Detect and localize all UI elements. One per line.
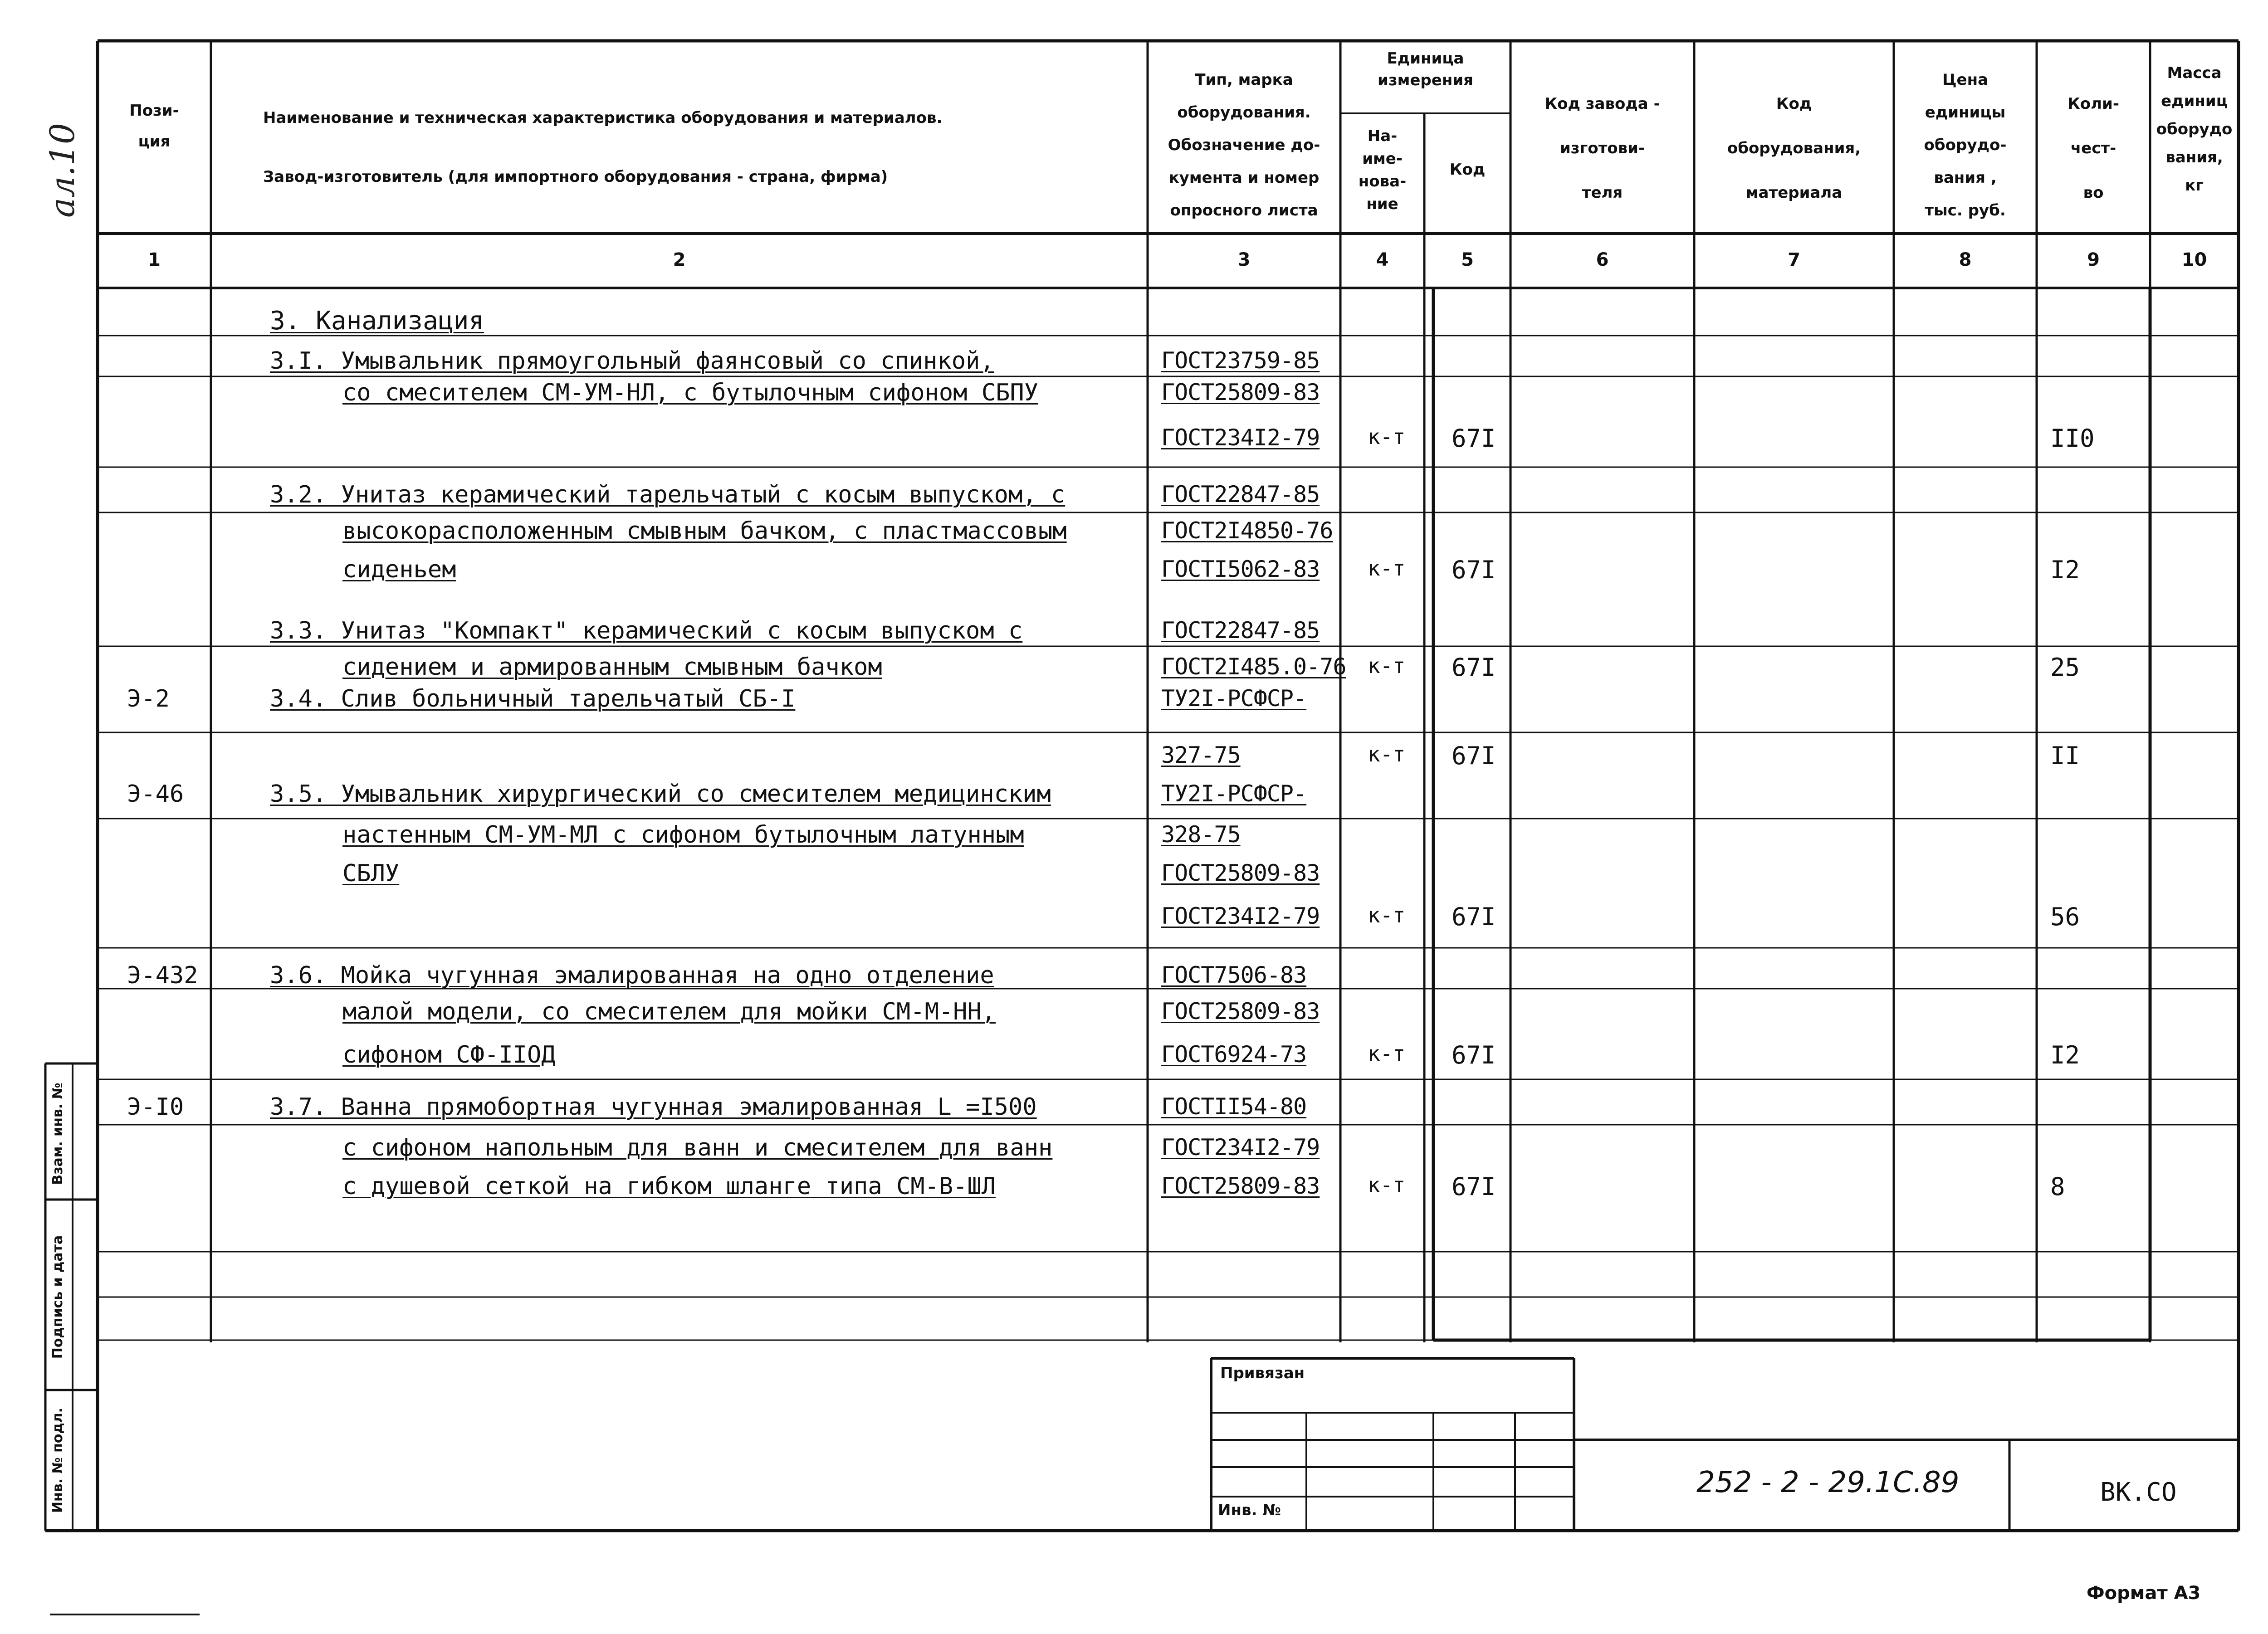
row-position: Э-2 bbox=[127, 685, 170, 712]
side-label-original: Инв. № подл. bbox=[50, 1407, 66, 1513]
row-name: с сифоном напольным для ванн и смесителем для ванн bbox=[342, 1134, 1053, 1161]
colnum-5: 5 bbox=[1461, 249, 1474, 270]
row-document: ГОСТ25809-83 bbox=[1161, 1173, 1320, 1199]
row-name: СБЛУ bbox=[342, 860, 400, 887]
colnum-8: 8 bbox=[1959, 249, 1972, 270]
row-document: ГОСТ7506-83 bbox=[1161, 962, 1307, 988]
row-name: со смесителем СМ-УМ-НЛ, с бутылочным сифоном СБПУ bbox=[342, 379, 1039, 406]
header-col4: На- име- нова- ние bbox=[1358, 127, 1407, 213]
inv-no-label: Инв. № bbox=[1218, 1501, 1281, 1519]
row-name: малой модели, со смесителем для мойки СМ-М-НН, bbox=[342, 998, 996, 1025]
row-document: ГОСТ234I2-79 bbox=[1161, 903, 1320, 929]
row-unit: к-т bbox=[1368, 742, 1406, 766]
header-col5: Код bbox=[1449, 161, 1486, 179]
row-unit: к-т bbox=[1368, 424, 1406, 449]
colnum-2: 2 bbox=[673, 249, 686, 270]
row-name: 3.7. Ванна прямобортная чугунная эмалированная L =I500 bbox=[270, 1093, 1037, 1121]
row-name: с душевой сеткой на гибком шланге типа СМ-В-ШЛ bbox=[342, 1173, 996, 1200]
row-document: 327-75 bbox=[1161, 742, 1241, 768]
colnum-9: 9 bbox=[2087, 249, 2100, 270]
row-quantity: 25 bbox=[2050, 653, 2080, 682]
side-label-replaced: Взам. инв. № bbox=[50, 1083, 66, 1185]
row-document: ГОСТ25809-83 bbox=[1161, 860, 1320, 886]
row-unit: к-т bbox=[1368, 654, 1406, 678]
row-quantity: II bbox=[2050, 741, 2080, 770]
header-col7: Код оборудования, материала bbox=[1727, 95, 1861, 202]
row-name: сидением и армированным смывным бачком bbox=[342, 654, 882, 681]
header-col9: Коли- чест- во bbox=[2068, 95, 2119, 202]
colnum-7: 7 bbox=[1788, 249, 1800, 270]
row-code: 67I bbox=[1452, 741, 1496, 770]
row-name: сиденьем bbox=[342, 556, 456, 583]
colnum-1: 1 bbox=[148, 249, 161, 270]
header-col2: Наименование и техническая характеристика оборудования и материалов. Завод-изготовитель (для импортного оборудования - страна, фирма) bbox=[263, 109, 943, 186]
row-document: 328-75 bbox=[1161, 821, 1241, 848]
side-label-signature: Подпись и дата bbox=[50, 1235, 66, 1359]
row-code: 67I bbox=[1452, 556, 1496, 584]
header-col1: Пози- ция bbox=[129, 102, 179, 151]
row-unit: к-т bbox=[1368, 1173, 1406, 1197]
row-quantity: 56 bbox=[2050, 902, 2080, 931]
row-name: 3.6. Мойка чугунная эмалированная на одно отделение bbox=[270, 962, 994, 989]
row-unit: к-т bbox=[1368, 556, 1406, 580]
sheet-code: ВК.СО bbox=[2100, 1478, 2177, 1507]
row-name: 3.3. Унитаз "Компакт" керамический с косым выпуском с bbox=[270, 617, 1023, 644]
row-document: ГОСТ25809-83 bbox=[1161, 379, 1320, 405]
row-document: ГОСТ2I485.0-76 bbox=[1161, 654, 1346, 680]
row-code: 67I bbox=[1452, 653, 1496, 682]
row-position: Э-I0 bbox=[127, 1093, 184, 1121]
row-name: 3.2. Унитаз керамический тарельчатый с косым выпуском, с bbox=[270, 481, 1066, 508]
row-document: ТУ2I-РСФСР- bbox=[1161, 685, 1307, 712]
bound-label: Привязан bbox=[1220, 1364, 1305, 1382]
row-code: 67I bbox=[1452, 424, 1496, 453]
sheet-mark: ал.10 bbox=[43, 123, 82, 218]
row-unit: к-т bbox=[1368, 903, 1406, 927]
row-quantity: I2 bbox=[2050, 556, 2080, 584]
row-code: 67I bbox=[1452, 1172, 1496, 1201]
row-code: 67I bbox=[1452, 902, 1496, 931]
header-col8: Цена единицы оборудо- вания , тыс. руб. bbox=[1924, 71, 2007, 219]
header-col10: Масса единиц оборудо вания, кг bbox=[2156, 64, 2233, 195]
row-name: 3. Канализация bbox=[270, 306, 484, 336]
header-col3: Тип, марка оборудования. Обозначение до- кумента и номер опросного листа bbox=[1168, 71, 1320, 219]
row-document: ГОСТ2I4850-76 bbox=[1161, 517, 1333, 544]
row-document: ГОСТII54-80 bbox=[1161, 1093, 1307, 1120]
doc-code: 252 - 2 - 29.1С.89 bbox=[1696, 1466, 1960, 1499]
row-name: 3.4. Слив больничный тарельчатый СБ-I bbox=[270, 685, 796, 712]
colnum-6: 6 bbox=[1596, 249, 1609, 270]
row-name: сифоном СФ-IIОД bbox=[342, 1041, 556, 1068]
row-document: ГОСТ6924-73 bbox=[1161, 1041, 1307, 1068]
colnum-10: 10 bbox=[2181, 249, 2207, 270]
row-quantity: II0 bbox=[2050, 424, 2095, 453]
row-document: ГОСТ25809-83 bbox=[1161, 998, 1320, 1024]
row-name: 3.I. Умывальник прямоугольный фаянсовый со спинкой, bbox=[270, 347, 994, 375]
header-col45: Единица измерения bbox=[1378, 49, 1473, 89]
row-document: ГОСТ22847-85 bbox=[1161, 617, 1320, 644]
row-document: ГОСТI5062-83 bbox=[1161, 556, 1320, 582]
row-position: Э-46 bbox=[127, 780, 184, 808]
row-document: ТУ2I-РСФСР- bbox=[1161, 780, 1307, 807]
header-col6: Код завода - изготови- теля bbox=[1545, 95, 1660, 202]
colnum-3: 3 bbox=[1237, 249, 1251, 270]
row-name: настенным СМ-УМ-МЛ с сифоном бутылочным латунным bbox=[342, 821, 1024, 849]
row-name: 3.5. Умывальник хирургический со смесителем медицинским bbox=[270, 780, 1051, 808]
format-label: Формат А3 bbox=[2087, 1583, 2201, 1604]
row-quantity: 8 bbox=[2050, 1172, 2065, 1201]
row-document: ГОСТ22847-85 bbox=[1161, 481, 1320, 507]
row-unit: к-т bbox=[1368, 1041, 1406, 1066]
row-document: ГОСТ234I2-79 bbox=[1161, 424, 1320, 451]
colnum-4: 4 bbox=[1376, 249, 1389, 270]
row-code: 67I bbox=[1452, 1041, 1496, 1069]
row-document: ГОСТ23759-85 bbox=[1161, 347, 1320, 374]
row-name: высокорасположенным смывным бачком, с пластмассовым bbox=[342, 517, 1067, 545]
row-position: Э-432 bbox=[127, 962, 198, 989]
row-quantity: I2 bbox=[2050, 1041, 2080, 1069]
row-document: ГОСТ234I2-79 bbox=[1161, 1134, 1320, 1161]
